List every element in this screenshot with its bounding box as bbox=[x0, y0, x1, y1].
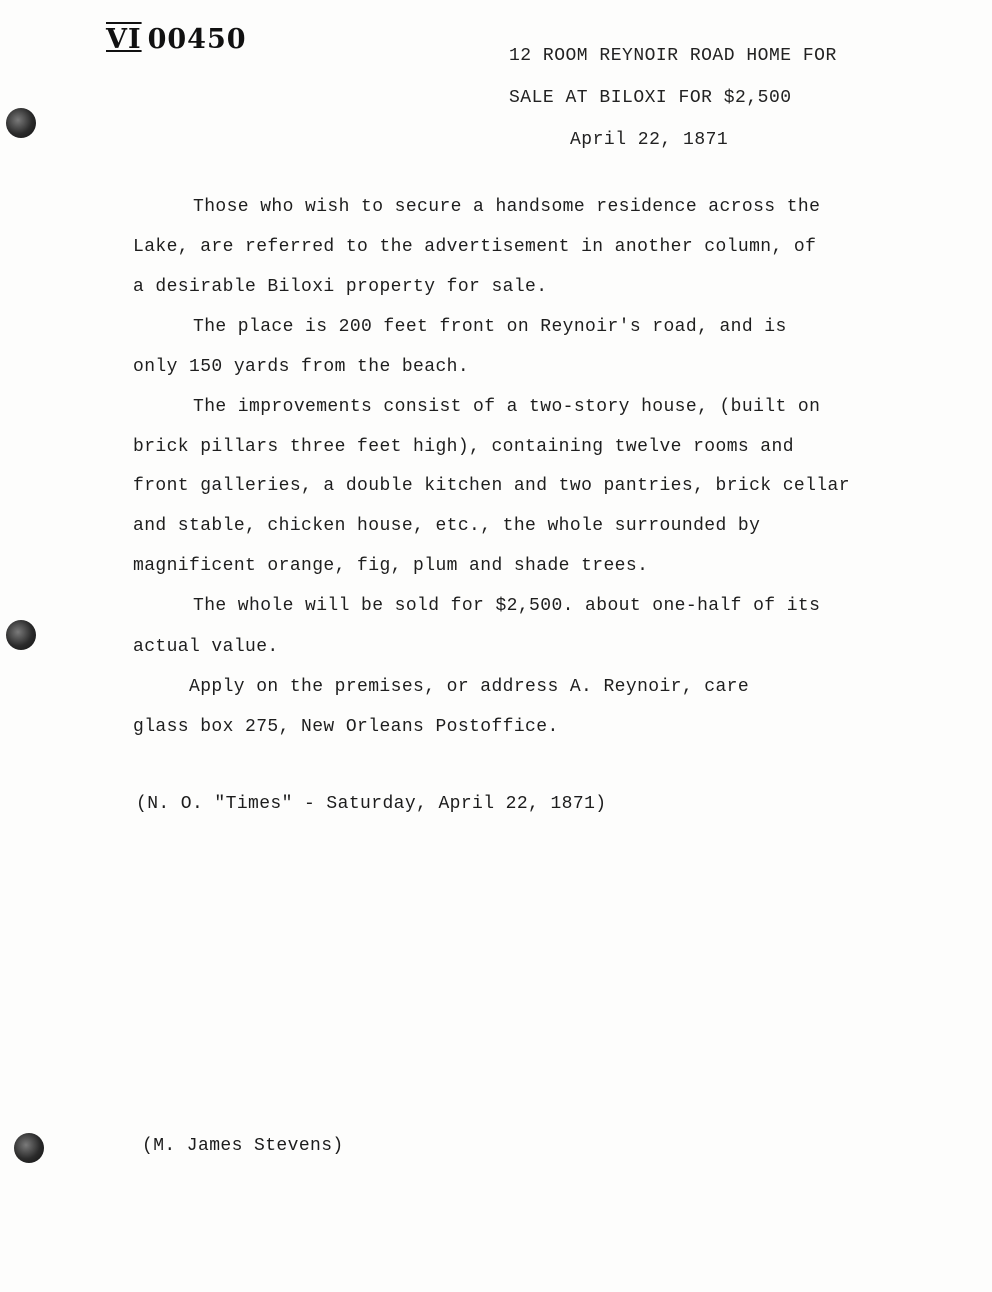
source-citation: (N. O. "Times" - Saturday, April 22, 1871) bbox=[136, 794, 607, 814]
body-line: front galleries, a double kitchen and two pantries, brick cellar bbox=[133, 476, 850, 496]
body-line: actual value. bbox=[133, 637, 279, 657]
heading-date: April 22, 1871 bbox=[570, 130, 729, 150]
body-line: Lake, are referred to the advertisement in another column, of bbox=[133, 237, 817, 257]
body-line: Apply on the premises, or address A. Reynoir, care bbox=[189, 677, 750, 697]
body-line: The whole will be sold for $2,500. about one-half of its bbox=[193, 596, 821, 616]
body-line: and stable, chicken house, etc., the whole surrounded by bbox=[133, 516, 761, 536]
body-line: magnificent orange, fig, plum and shade trees. bbox=[133, 556, 649, 576]
punch-hole-bottom bbox=[14, 1133, 44, 1163]
heading-line-2: SALE AT BILOXI FOR $2,500 bbox=[509, 88, 792, 108]
punch-hole-top bbox=[6, 108, 36, 138]
author-signature: (M. James Stevens) bbox=[142, 1136, 344, 1156]
body-line: brick pillars three feet high), containing twelve rooms and bbox=[133, 437, 794, 457]
body-line: glass box 275, New Orleans Postoffice. bbox=[133, 717, 559, 737]
body-line: a desirable Biloxi property for sale. bbox=[133, 277, 548, 297]
heading-line-1: 12 ROOM REYNOIR ROAD HOME FOR bbox=[509, 46, 837, 66]
document-number bbox=[106, 24, 247, 55]
punch-hole-middle bbox=[6, 620, 36, 650]
body-line: The place is 200 feet front on Reynoir's road, and is bbox=[193, 317, 787, 337]
document-number-roman: VI bbox=[106, 24, 142, 55]
body-line: Those who wish to secure a handsome residence across the bbox=[193, 197, 821, 217]
body-line: The improvements consist of a two-story house, (built on bbox=[193, 397, 821, 417]
body-line: only 150 yards from the beach. bbox=[133, 357, 470, 377]
document-number-digits: 00450 bbox=[147, 24, 247, 55]
